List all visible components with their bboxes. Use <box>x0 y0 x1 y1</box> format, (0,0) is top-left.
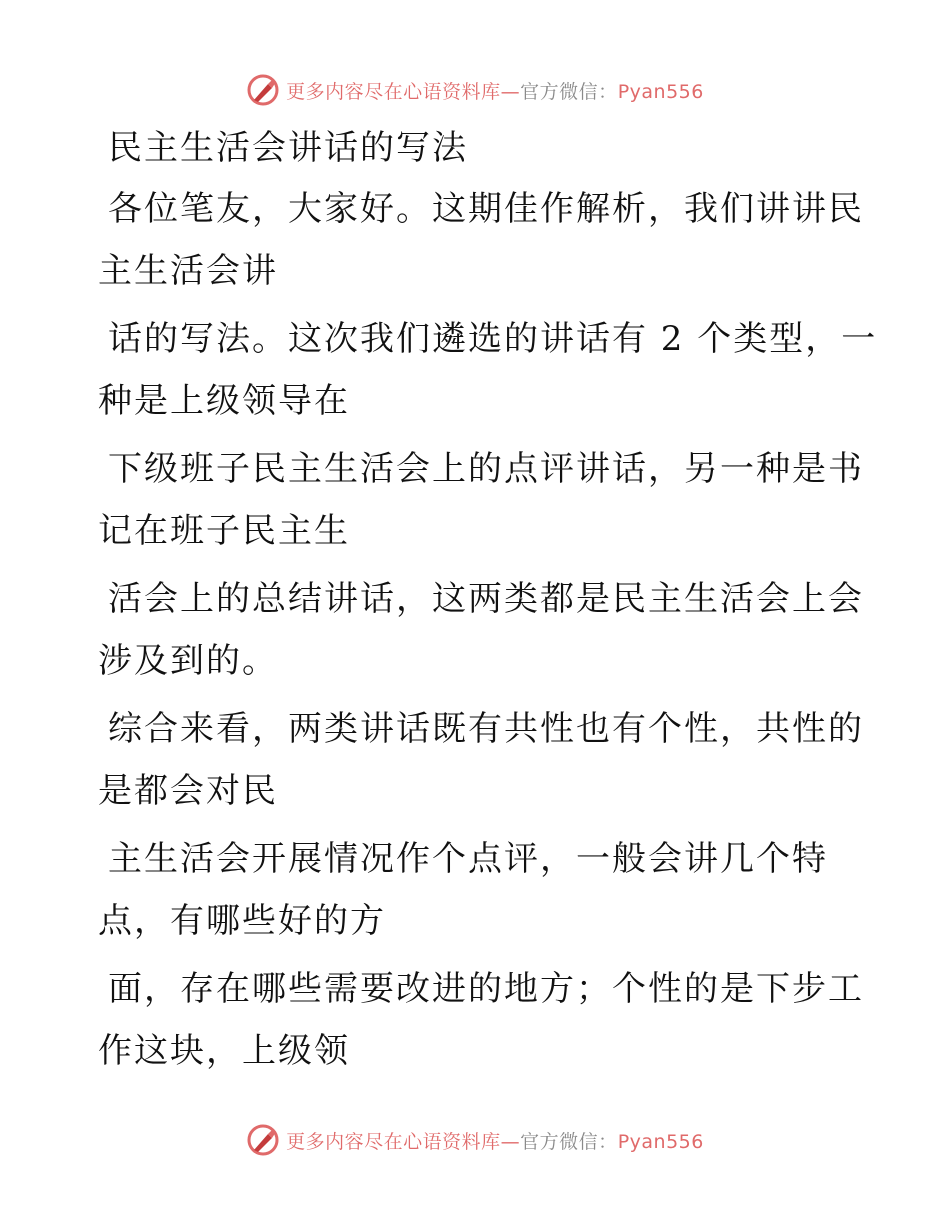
paragraph <box>98 698 864 822</box>
paragraph-line: 涉及到的。 <box>98 641 278 681</box>
paragraph <box>98 958 864 1082</box>
paragraph-line: 综合来看，两类讲话既有共性也有个性，共性的 <box>108 709 864 749</box>
paragraph <box>98 438 864 562</box>
pen-logo-icon <box>246 1123 280 1157</box>
paragraph <box>98 308 878 432</box>
paragraph-line: 作这块，上级领 <box>98 1031 350 1071</box>
paragraph-line: 各位笔友，大家好。这期佳作解析，我们讲讲民 <box>108 189 864 229</box>
paragraph-line: 主生活会开展情况作个点评，一般会讲几个特 <box>108 839 828 879</box>
watermark-main: 更多内容尽在心语资料库— <box>286 1130 521 1153</box>
watermark-wechat-id: Pyan556 <box>617 80 704 103</box>
watermark-text <box>286 77 704 104</box>
paragraph <box>98 178 864 302</box>
header-watermark <box>0 70 950 110</box>
paragraph-line: 是都会对民 <box>98 771 278 811</box>
watermark-main: 更多内容尽在心语资料库— <box>286 80 521 103</box>
paragraph-line: 活会上的总结讲话，这两类都是民主生活会上会 <box>108 579 864 619</box>
paragraph-line: 下级班子民主生活会上的点评讲话，另一种是书 <box>108 449 864 489</box>
paragraph-line: 记在班子民主生 <box>98 511 350 551</box>
watermark-wechat-label: 官方微信： <box>520 80 618 103</box>
paragraph-line: 种是上级领导在 <box>98 381 350 421</box>
paragraph-line: 点，有哪些好的方 <box>98 901 386 941</box>
watermark-wechat-id: Pyan556 <box>617 1130 704 1153</box>
document-body <box>98 118 878 1088</box>
watermark-text <box>286 1127 704 1154</box>
paragraph-line: 面，存在哪些需要改进的地方；个性的是下步工 <box>108 969 864 1009</box>
document-title: 民主生活会讲话的写法 <box>108 128 468 168</box>
watermark-wechat-label: 官方微信： <box>520 1130 618 1153</box>
paragraph-line: 主生活会讲 <box>98 251 278 291</box>
footer-watermark <box>0 1120 950 1160</box>
paragraph <box>98 568 864 692</box>
paragraph <box>98 828 858 952</box>
pen-logo-icon <box>246 73 280 107</box>
paragraph-line: 话的写法。这次我们遴选的讲话有 2 个类型，一 <box>108 319 878 359</box>
